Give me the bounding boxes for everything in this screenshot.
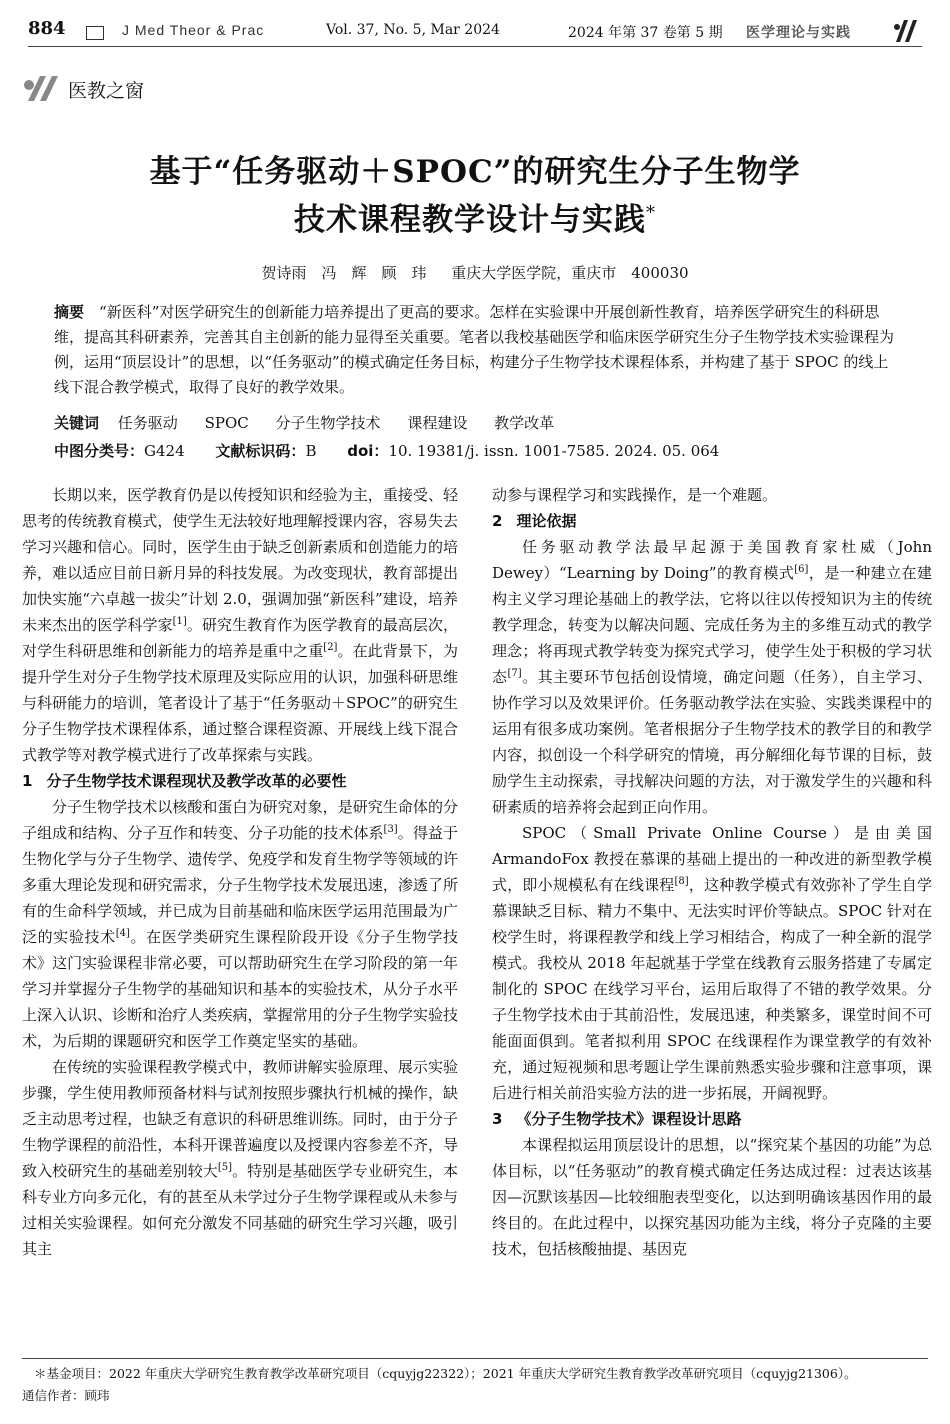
citation[interactable]: [4] xyxy=(115,928,130,939)
abstract-label: 摘要 xyxy=(54,303,85,321)
keyword-item: 分子生物学技术 xyxy=(275,414,381,432)
text-run: 。研究生教育作为医学教育的最高层次，对学生科研思维和创新能力的培养是重中之重 xyxy=(22,616,458,660)
text-run: 分子生物学技术以核酸和蛋白为研究对象，是研究生命体的分子组成和结构、分子互作和转变、分子功能的技术体系 xyxy=(22,798,458,842)
volume-info: Vol. 37, No. 5, Mar 2024 xyxy=(326,22,500,38)
text-run: 长期以来，医学教育仍是以传授知识和经验为主，重接受、轻思考的传统教育模式，使学生无法较好地理解授课内容，容易失去学习兴趣和信心。同时，医学生由于缺乏创新素质和创造能力的培养，难以适应目前日新月异的科技发展。为改变现状，教育部提出加快实施“六卓越一拔尖”计划 2.0，强调加强“新医科”建设，培养未来杰出的医学科学家 xyxy=(22,486,458,634)
clc-value: G424 xyxy=(144,442,185,460)
paragraph: 本课程拟运用顶层设计的思想，以“探究某个基因的功能”为总体目标，以“任务驱动”的教育模式确定任务达成过程：过表达该基因—沉默该基因—比较细胞表型变化，以达到明确该基因作用的最终目的。在此过程中，以探究基因功能为主线，将分子克隆的主要技术，包括核酸抽提、基因克 xyxy=(492,1136,932,1258)
section-banner xyxy=(22,74,145,104)
author-names: 贺诗雨 冯 辉 顾 玮 xyxy=(261,264,427,282)
text-run: SPOC（Small Private Online Course）是由美国 ArmandoFox 教授在慕课的基础上提出的一种改进的新型教学模式，即小规模私有在线课程 xyxy=(492,824,932,894)
author-line xyxy=(0,262,950,283)
paragraph xyxy=(22,482,458,768)
section-heading-2 xyxy=(492,508,932,534)
journal-abbr: J Med Theor & Prac xyxy=(122,22,265,38)
title-footnote-mark: * xyxy=(646,202,656,224)
citation[interactable]: [2] xyxy=(323,642,338,653)
text-run: 。在此背景下，为提升学生对分子生物学技术原理及实际应用的认识，加强科研思维与科研能力的培训，笔者设计了基于“任务驱动＋SPOC”的研究生分子生物学技术课程体系，通过整合课程资源、开展线上线下混合式教学等对教学模式进行了改革探索与实践。 xyxy=(22,642,458,764)
section-logo-icon xyxy=(22,74,66,102)
abstract-text: “新医科”对医学研究生的创新能力培养提出了更高的要求。怎样在实验课中开展创新性教育，培养医学研究生的科研思维，提高其科研素养，完善其自主创新的能力显得至关重要。笔者以我校基础医学和临床医学研究生分子生物学技术实验课程为例，运用“顶层设计”的思想，以“任务驱动”的模式确定任务目标，构建分子生物学技术课程体系，并构建了基于 SPOC 的线上线下混合教学模式，取得了良好的教学效果。 xyxy=(54,303,895,396)
heading-text: 分子生物学技术课程现状及教学改革的必要性 xyxy=(46,772,347,790)
text-run: 。得益于生物化学与分子生物学、遗传学、免疫学和发育生物学等领域的许多重大理论发现和研究需求，分子生物学技术发展迅速，渗透了所有的生命科学领域，并已成为目前基础和临床医学运用范围最为广泛的实验技术 xyxy=(22,824,458,946)
page-number: 884 xyxy=(28,18,66,39)
citation[interactable]: [7] xyxy=(507,668,522,679)
doi-value: 10. 19381/j. issn. 1001-7585. 2024. 05. 064 xyxy=(388,442,720,460)
affiliation: 重庆大学医学院，重庆市 400030 xyxy=(451,264,689,282)
citation[interactable]: [5] xyxy=(217,1162,233,1173)
keyword-item: SPOC xyxy=(204,414,249,432)
abstract xyxy=(54,300,900,400)
corresponding-author: 通信作者：顾玮 xyxy=(22,1388,110,1403)
heading-text: 《分子生物学技术》课程设计思路 xyxy=(516,1110,742,1128)
keyword-item: 课程建设 xyxy=(407,414,468,432)
paragraph xyxy=(492,534,932,820)
citation[interactable]: [8] xyxy=(674,876,689,887)
article-title-line1: 基于“任务驱动＋SPOC”的研究生分子生物学 xyxy=(149,154,801,190)
title-line2-text: 技术课程教学设计与实践 xyxy=(294,202,646,238)
citation[interactable]: [3] xyxy=(383,824,398,835)
keywords xyxy=(54,412,576,433)
section-heading-3 xyxy=(492,1106,932,1132)
keyword-item: 教学改革 xyxy=(494,414,555,432)
text-run: ，是一种建立在建构主义学习理论基础上的教学法，它将以往以传授知识为主的传统教学理念，转变为以解决问题、完成任务为主的多维互动式的教学理念；将再现式教学转变为探究式学习，使学生处于积极的学习状态 xyxy=(492,564,932,686)
heading-number: 2 xyxy=(492,512,503,530)
journal-title-cn: 医学理论与实践 xyxy=(746,25,851,41)
doi-label: doi： xyxy=(347,442,389,460)
paragraph xyxy=(22,794,458,1054)
right-column xyxy=(492,482,932,1262)
article-title-line2 xyxy=(40,194,910,239)
heading-text: 理论依据 xyxy=(516,512,577,530)
section-heading-1 xyxy=(22,768,458,794)
footnote-rule xyxy=(22,1358,928,1359)
clc-label: 中图分类号： xyxy=(54,442,145,460)
doc-code-label: 文献标识码： xyxy=(215,442,306,460)
text-run: 。在医学类研究生课程阶段开设《分子生物学技术》这门实验课程非常必要，可以帮助研究生在学习阶段的第一年学习并掌握分子生物学的基础知识和基本的实验技术，从分子水平上深入认识、诊断和治疗人类疾病，掌握常用的分子生物学实验技术，为后期的课题研究和医学工作奠定坚实的基础。 xyxy=(22,928,458,1050)
classification-line xyxy=(54,440,719,461)
citation[interactable]: [6] xyxy=(794,564,809,575)
text-run: ，这种教学模式有效弥补了学生自学慕课缺乏目标、精力不集中、无法实时评价等缺点。SPOC 针对在校学生时，将课程教学和线上学习相结合，构成了一种全新的混学模式。我校从 2018 年起就基于学堂在线教育云服务搭建了专属定制化的 SPOC 在线学习平台，运用后取得了不错的教学效果。分子生物学技术由于其前沿性，发展迅速，种类繁多，课堂时间不可能面面俱到。笔者拟利用 SPOC 在线课程作为课堂教学的有效补充，通过短视频和思考题让学生课前熟悉实验步骤和注意事项，课后进行相关前沿实验方法的进一步拓展，开阔视野。 xyxy=(492,876,932,1102)
doc-code-value: B xyxy=(305,442,317,460)
issue-info-cn: 2024 年第 37 卷第 5 期 xyxy=(568,25,723,41)
keyword-item: 任务驱动 xyxy=(117,414,178,432)
heading-number: 3 xyxy=(492,1110,503,1128)
paragraph xyxy=(22,1054,458,1262)
citation[interactable]: [1] xyxy=(172,616,187,627)
text-run: 。其主要环节包括创设情境，确定问题（任务），自主学习、协作学习以及效果评价。任务驱动教学法在实验、实践类课程中的运用有很多成功案例。笔者根据分子生物学技术的教学目的和教学内容，拟创设一个科学研究的情境，再分解细化每节课的目标，鼓励学生主动探索，寻找解决问题的方法，对于激发学生的兴趣和科研素质的培养将会起到正向作用。 xyxy=(492,668,932,816)
journal-logo-icon xyxy=(892,18,922,44)
text-run: 任务驱动教学法最早起源于美国教育家杜威（John Dewey）“Learning by Doing”的教育模式 xyxy=(492,538,932,582)
header-box-icon xyxy=(86,26,104,40)
paragraph xyxy=(492,820,932,1106)
heading-number: 1 xyxy=(22,772,33,790)
header-rule xyxy=(28,46,922,47)
section-label: 医教之窗 xyxy=(68,80,145,102)
text-run: 在传统的实验课程教学模式中，教师讲解实验原理、展示实验步骤，学生使用教师预备材料与试剂按照步骤执行机械的操作，缺乏主动思考过程，也缺乏有意识的科研思维训练。同时，由于分子生物学课程的前沿性，本科开课普遍度以及授课内容参差不齐，导致入校研究生的基础差别较大 xyxy=(22,1058,458,1180)
left-column xyxy=(22,482,458,1262)
text-run: 。特别是基础医学专业研究生，本科专业方向多元化，有的甚至从未学过分子生物学课程或从未参与过相关实验课程。如何充分激发不同基础的研究生学习兴趣，吸引其主 xyxy=(22,1162,458,1258)
paragraph: 动参与课程学习和实践操作，是一个难题。 xyxy=(492,486,778,504)
keywords-label: 关键词 xyxy=(54,414,100,432)
running-header xyxy=(28,18,922,46)
fund-footnote: ＊基金项目：2022 年重庆大学研究生教育教学改革研究项目（cquyjg22322）；2021 年重庆大学研究生教育教学改革研究项目（cquyjg21306）。 xyxy=(34,1366,857,1381)
